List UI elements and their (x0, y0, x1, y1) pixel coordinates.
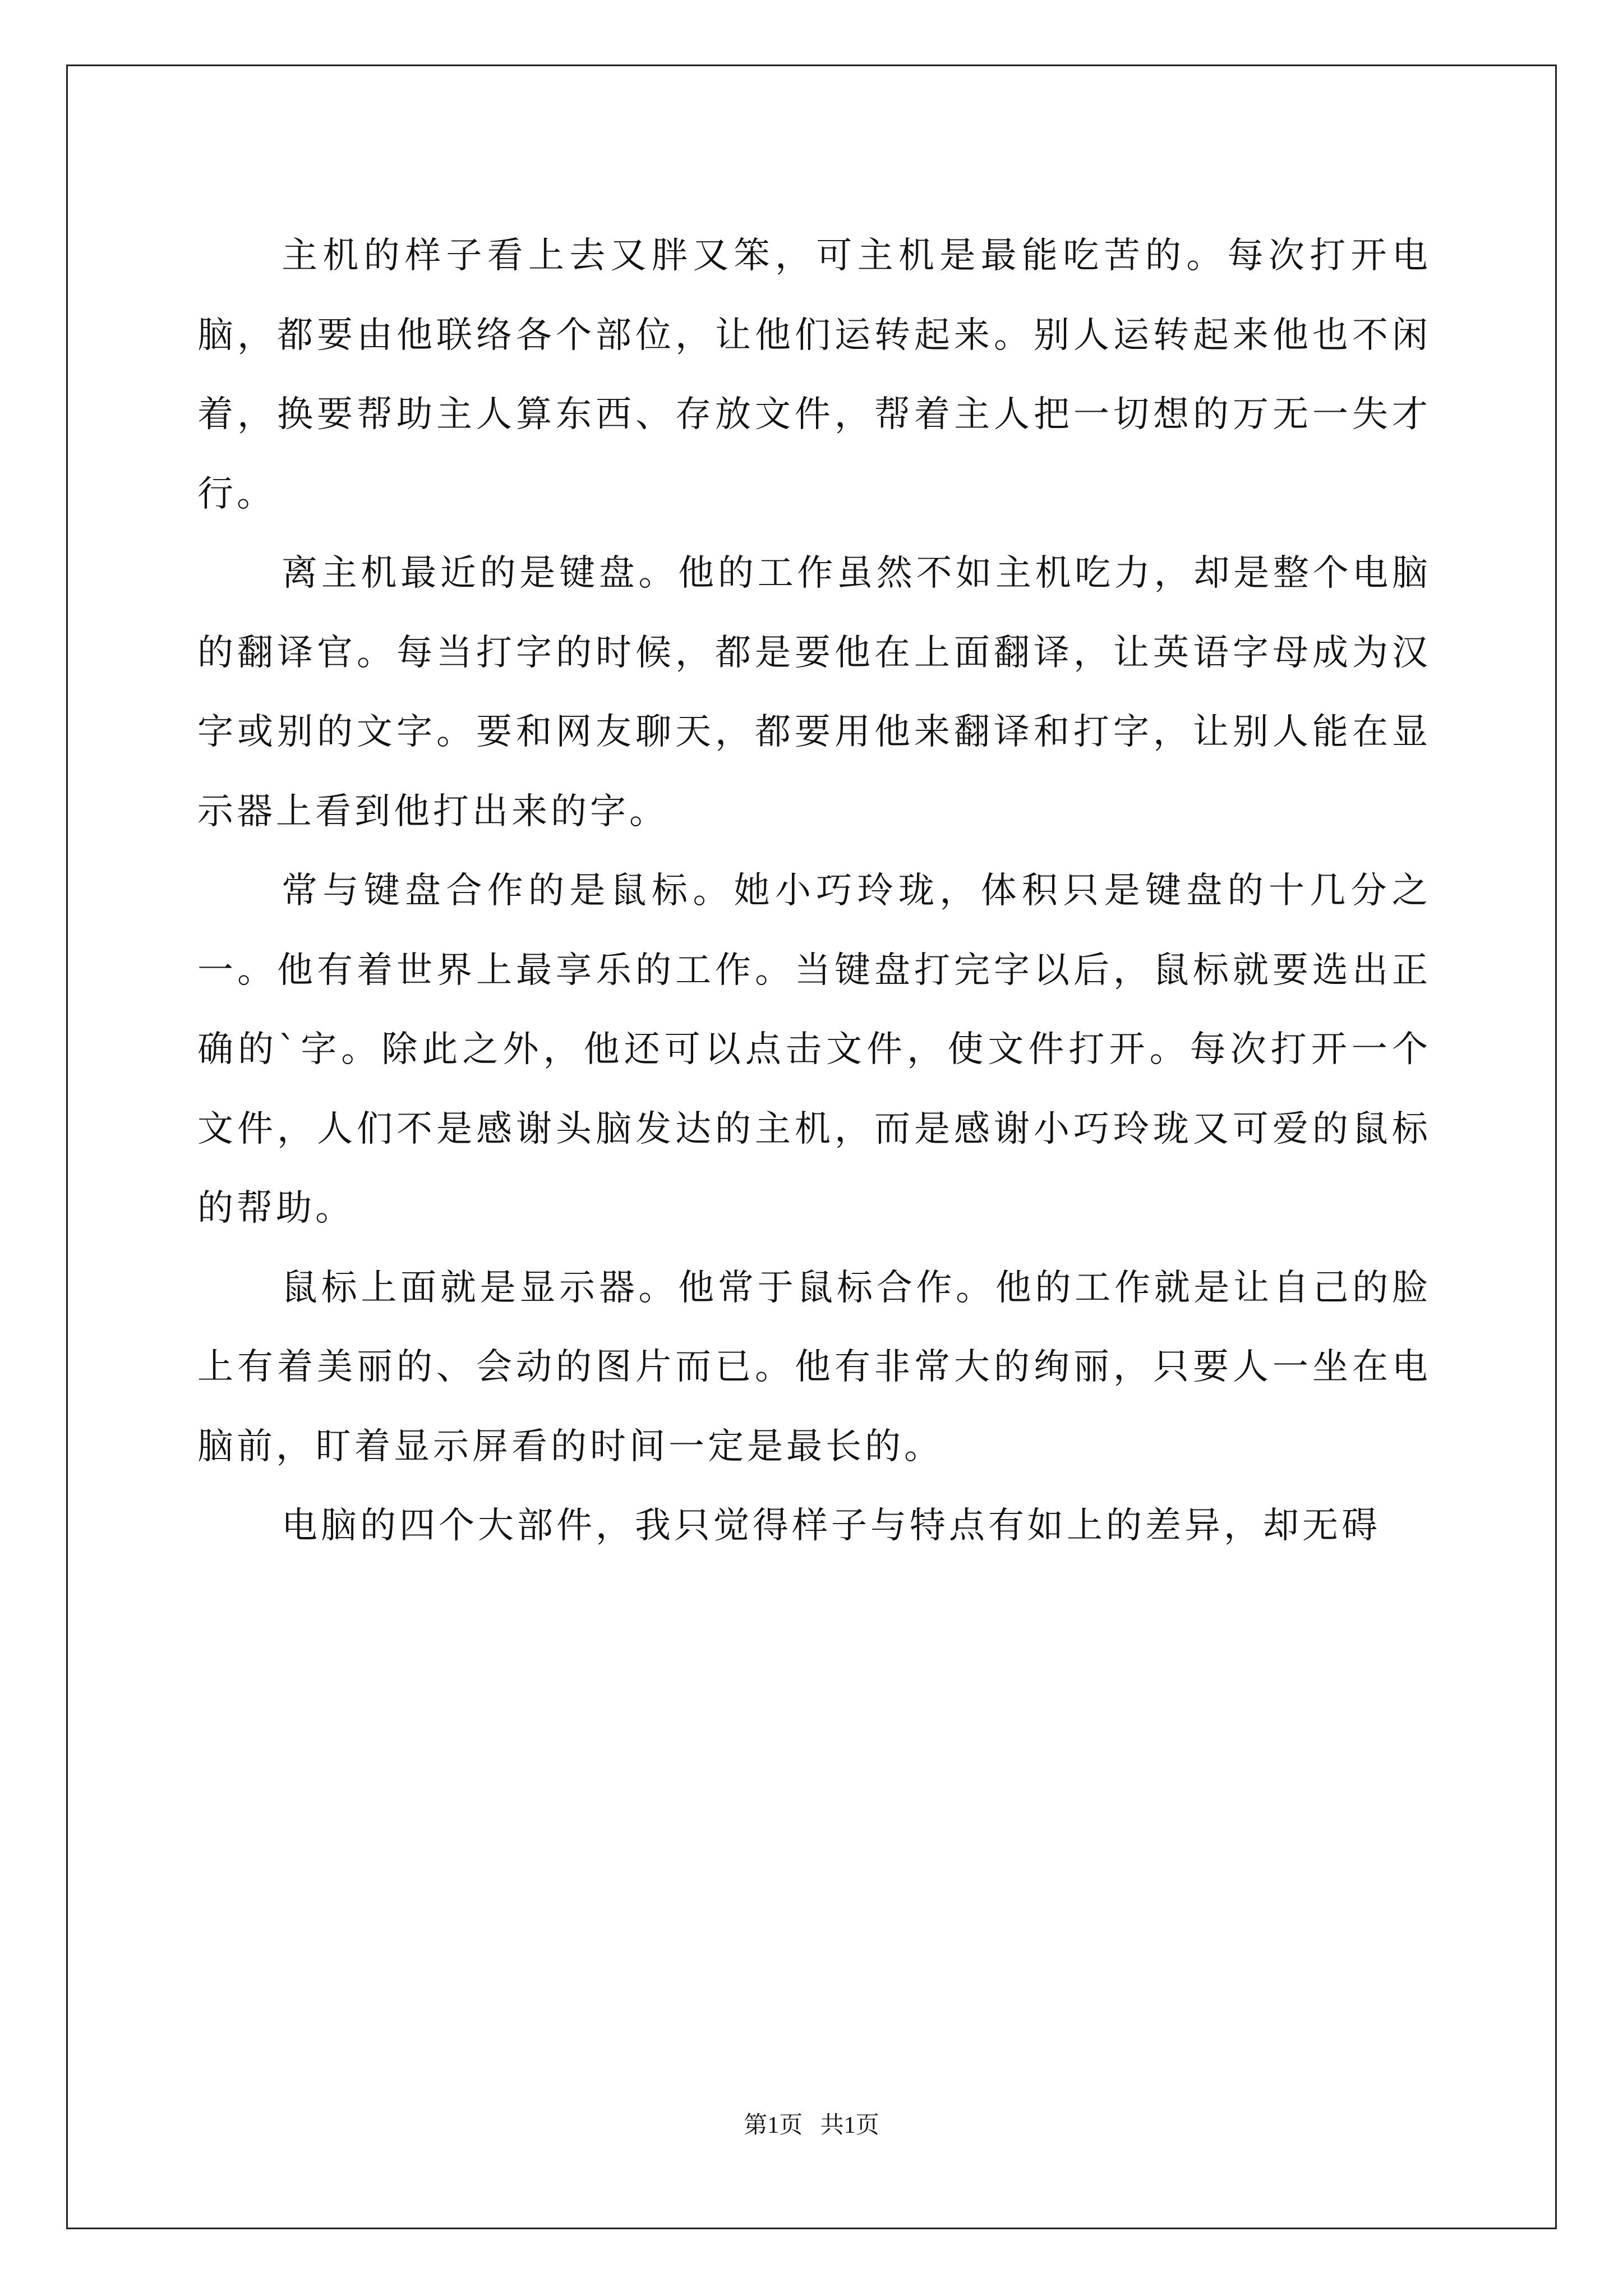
paragraph: 常与键盘合作的是鼠标。她小巧玲珑，体积只是键盘的十几分之一。他有着世界上最享乐的工作。当键盘打完字以后，鼠标就要选出正确的`字。除此之外，他还可以点击文件，使文件打开。每次打开一个文件，人们不是感谢头脑发达的主机，而是感谢小巧玲珑又可爱的鼠标的帮助。 (197, 870, 1431, 1229)
document-body (197, 217, 1431, 1566)
page-footer: 第1页 共1页 (744, 2113, 879, 2138)
paragraph: 离主机最近的是键盘。他的工作虽然不如主机吃力，却是整个电脑的翻译官。每当打字的时候，都是要他在上面翻译，让英语字母成为汉字或别的文字。要和网友聊天，都要用他来翻译和打字，让别人能在显示器上看到他打出来的字。 (197, 553, 1431, 832)
paragraph: 鼠标上面就是显示器。他常于鼠标合作。他的工作就是让自己的脸上有着美丽的、会动的图片而已。他有非常大的绚丽，只要人一坐在电脑前，盯着显示屏看的时间一定是最长的。 (197, 1267, 1431, 1467)
paragraph: 电脑的四个大部件，我只觉得样子与特点有如上的差异，却无碍 (282, 1505, 1381, 1547)
paragraph: 主机的样子看上去又胖又笨，可主机是最能吃苦的。每次打开电脑，都要由他联络各个部位，让他们运转起来。别人运转起来他也不闲着，换要帮助主人算东西、存放文件，帮着主人把一切想的万无一失才行。 (197, 235, 1431, 515)
